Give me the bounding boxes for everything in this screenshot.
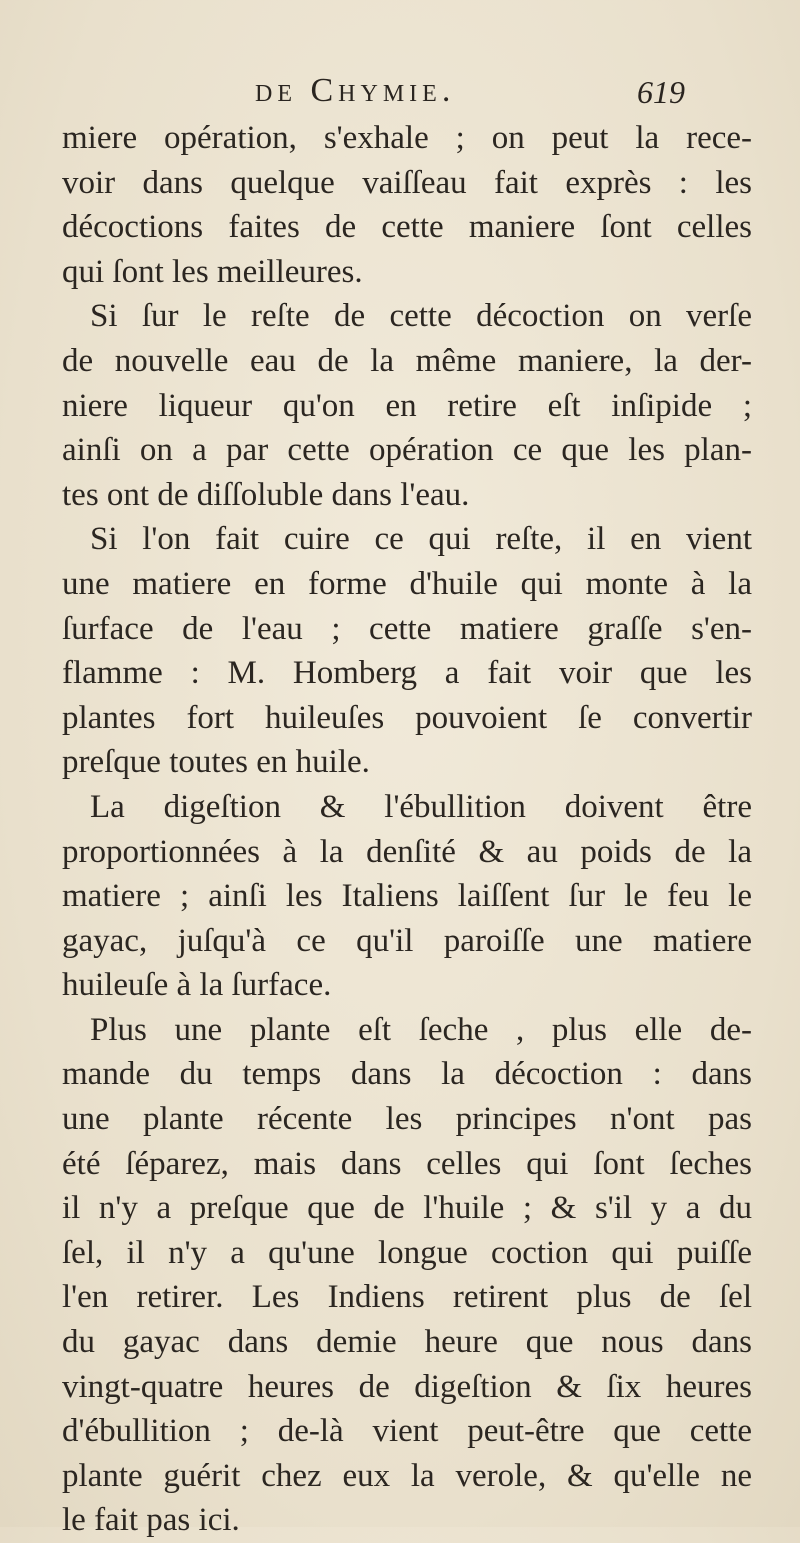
body-text [62, 116, 752, 1543]
text-line: il n'y a preſque que de l'huile ; & s'il y a du [62, 1190, 752, 1227]
text-line: gayac, juſqu'à ce qu'il paroiſſe une matiere [62, 922, 752, 959]
text-line: niere liqueur qu'on en retire eſt inſipide ; [62, 387, 752, 424]
text-line: miere opération, s'exhale ; on peut la rece- [62, 120, 752, 156]
text-line: matiere ; ainſi les Italiens laiſſent ſur le feu le [62, 878, 752, 915]
text-line: Si l'on fait cuire ce qui reſte, il en vient [90, 521, 752, 558]
text-line: qui ſont les meilleures. [62, 253, 363, 290]
page-header [255, 72, 685, 122]
text-line: une plante récente les principes n'ont pas [62, 1101, 752, 1138]
text-line: de nouvelle eau de la même maniere, la der- [62, 342, 752, 379]
text-line: mande du temps dans la décoction : dans [62, 1056, 752, 1093]
text-line: été ſéparez, mais dans celles qui ſont ſeches [62, 1145, 752, 1182]
text-line: ſurface de l'eau ; cette matiere graſſe s'en- [62, 610, 752, 647]
text-line: ainſi on a par cette opération ce que les plan- [62, 432, 752, 469]
text-line: plante guérit chez eux la verole, & qu'elle ne [62, 1457, 752, 1494]
text-line: tes ont de diſſoluble dans l'eau. [62, 476, 470, 513]
text-line: l'en retirer. Les Indiens retirent plus de ſel [62, 1279, 752, 1316]
text-line: le fait pas ici. [62, 1502, 240, 1539]
text-line: preſque toutes en huile. [62, 744, 370, 781]
text-line: plantes fort huileuſes pouvoient ſe convertir [62, 699, 752, 736]
text-line: vingt-quatre heures de digeſtion & ſix heures [62, 1368, 752, 1405]
text-line: décoctions faites de cette maniere ſont celles [62, 209, 752, 246]
text-line: flamme : M. Homberg a fait voir que les [62, 655, 752, 692]
running-title: de Chymie. [255, 72, 456, 109]
page-number: 619 [637, 74, 685, 110]
text-line: d'ébullition ; de-là vient peut-être que cette [62, 1413, 752, 1450]
text-line: voir dans quelque vaiſſeau fait exprès : les [62, 164, 752, 201]
text-line: Si ſur le reſte de cette décoction on verſe [90, 298, 752, 335]
text-line: proportionnées à la denſité & au poids de la [62, 833, 752, 870]
text-line: une matiere en forme d'huile qui monte à la [62, 565, 752, 602]
text-line: Plus une plante eſt ſeche , plus elle de- [90, 1011, 752, 1048]
text-line: huileuſe à la ſurface. [62, 967, 332, 1004]
text-line: La digeſtion & l'ébullition doivent être [90, 788, 752, 825]
text-line: du gayac dans demie heure que nous dans [62, 1324, 752, 1361]
text-line: ſel, il n'y a qu'une longue coction qui puiſſe [62, 1234, 752, 1271]
